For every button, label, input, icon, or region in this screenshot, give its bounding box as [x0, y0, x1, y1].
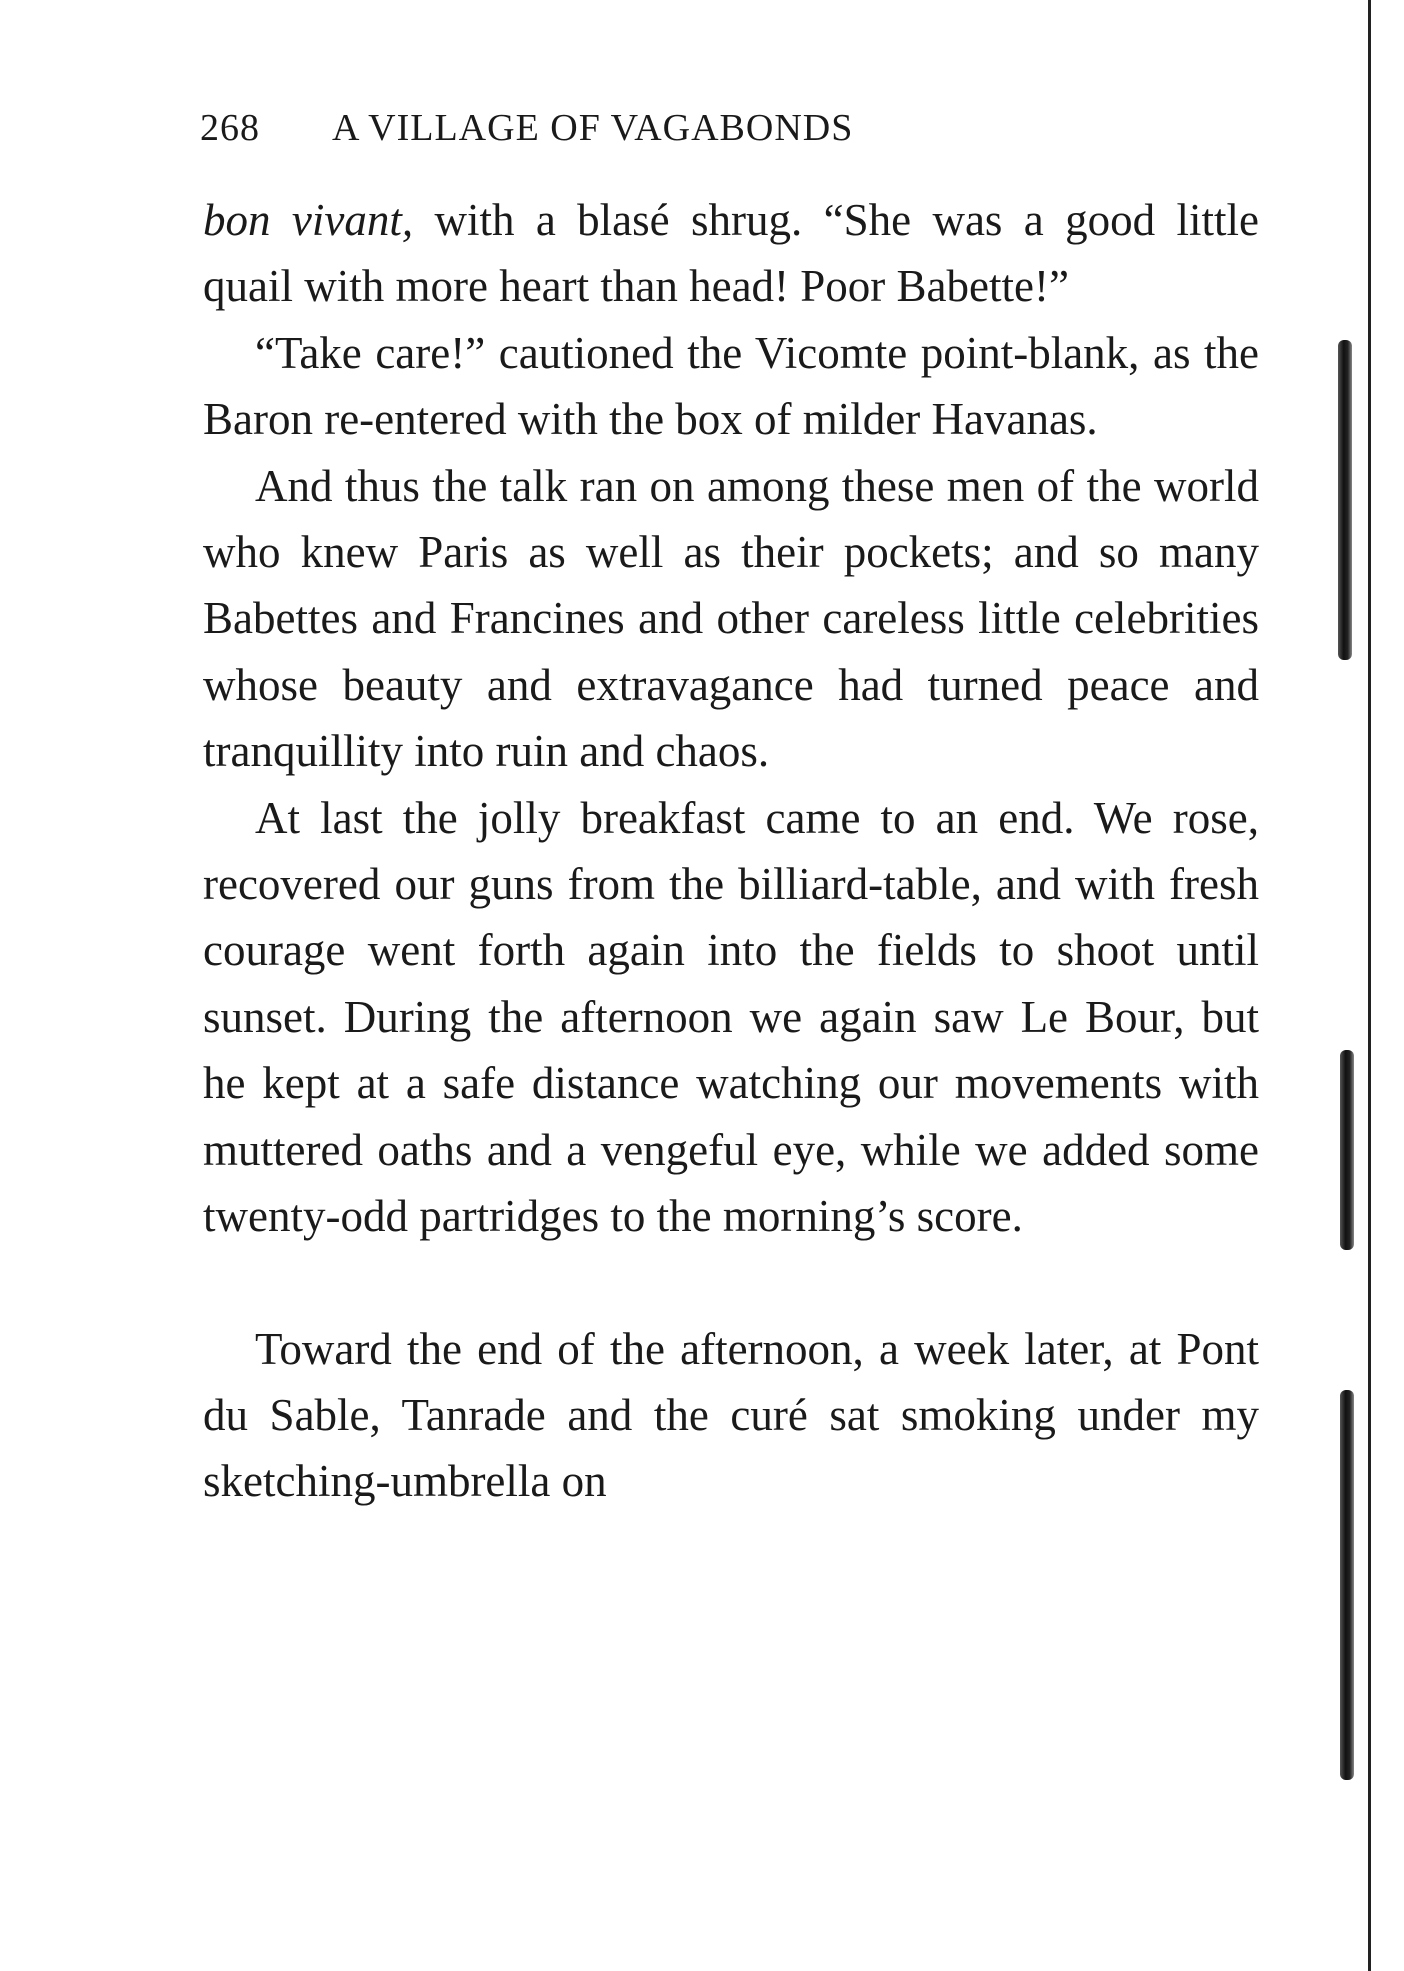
scan-smudge — [1340, 1390, 1354, 1780]
paragraph-1-text: with a blasé shrug. “She was a good little quail with more heart than head! Poor Babette!” — [203, 195, 1259, 312]
page-edge-line — [1368, 0, 1371, 1971]
paragraph-2: “Take care!” cautioned the Vicomte point-blank, as the Baron re-entered with the box of milder Havanas. — [203, 327, 1259, 445]
italic-phrase: bon vivant, — [203, 195, 414, 245]
scan-smudge — [1338, 340, 1352, 660]
scan-smudge — [1340, 1050, 1354, 1250]
page-header — [200, 106, 853, 150]
page-number: 268 — [200, 107, 260, 149]
paragraph-3: And thus the talk ran on among these men of the world who knew Paris as well as their pockets; and so many Babettes and Francines and other careless little celebrities whose beauty and extravagance had turned peace and tranquillity into ruin and chaos. — [203, 460, 1259, 777]
paragraph-5: Toward the end of the afternoon, a week later, at Pont du Sable, Tanrade and the curé sat smoking under my sketching-umbrella on — [203, 1323, 1259, 1507]
paragraph-1 — [203, 187, 1259, 320]
paragraph-4: At last the jolly breakfast came to an end. We rose, recovered our guns from the billiard-table, and with fresh courage went forth again into the fields to shoot until sunset. During the afternoon we again saw Le Bour, but he kept at a safe distance watching our movements with muttered oaths and a vengeful eye, while we added some twenty-odd partridges to the morning’s score. — [203, 792, 1259, 1242]
body-text — [203, 187, 1259, 1515]
running-head: A VILLAGE OF VAGABONDS — [332, 107, 854, 149]
